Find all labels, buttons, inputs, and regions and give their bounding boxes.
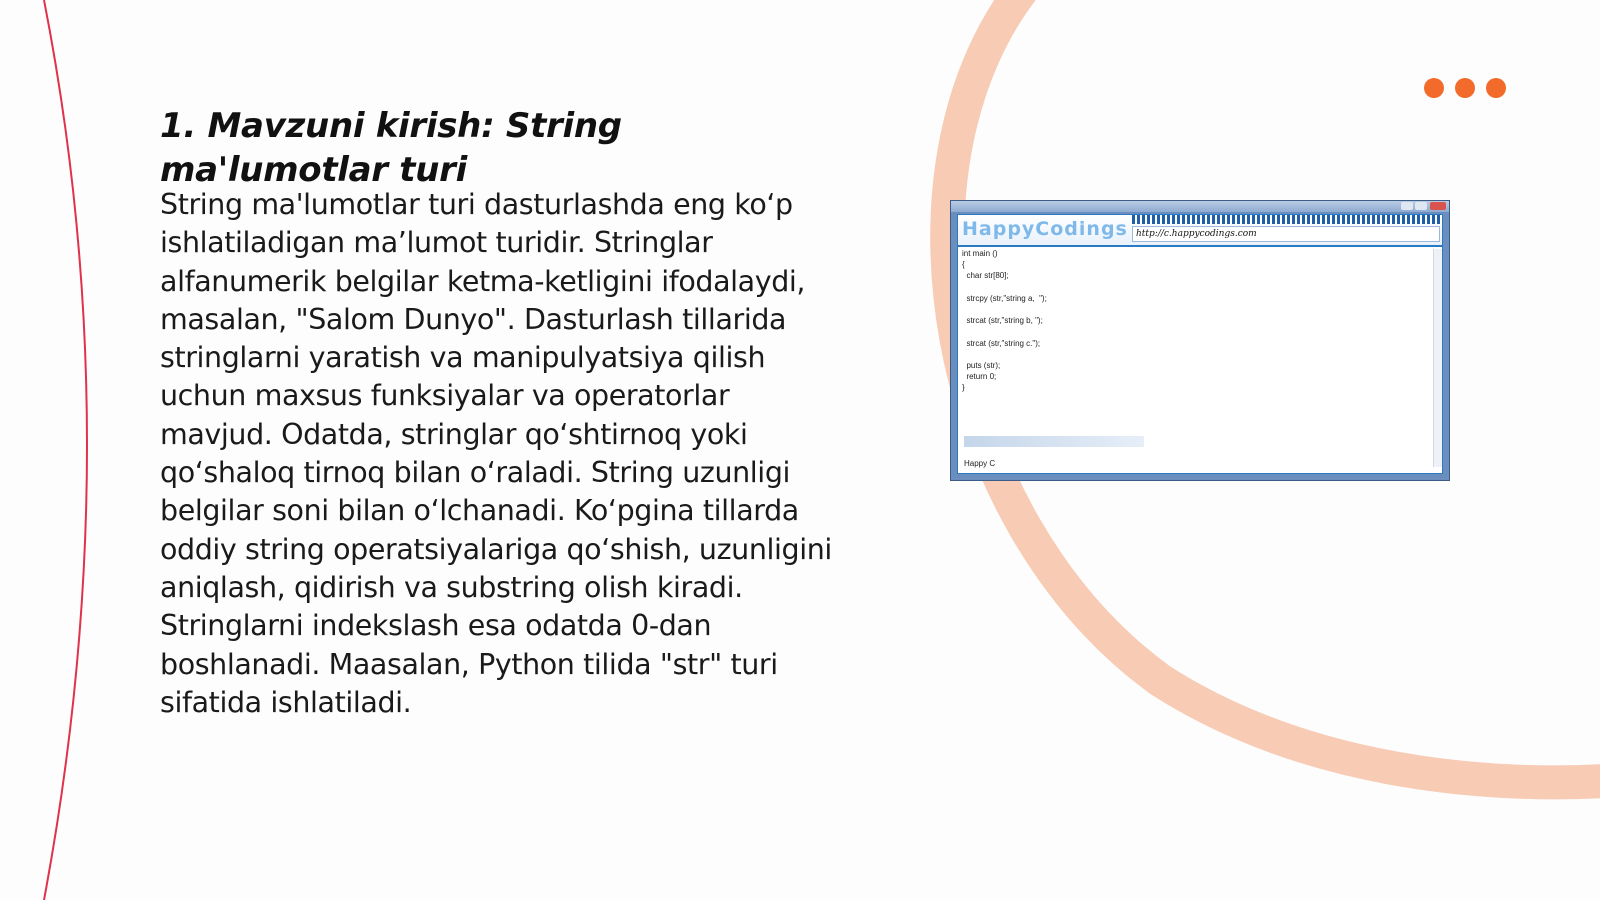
slide-title: 1. Mavzuni kirish: String ma'lumotlar turi [160,106,622,190]
code-line: puts (str); [962,361,1001,370]
red-curve-line [44,0,87,900]
code-line: return 0; [962,372,997,381]
dot [1424,78,1444,98]
code-line: } [962,383,965,392]
minimize-icon [1401,202,1413,210]
header-pattern-strip [1132,215,1442,224]
url-text: http://c.happycodings.com [1132,226,1440,242]
code-line: char str[80]; [962,271,1009,280]
maximize-icon [1415,202,1427,210]
site-header [958,215,1442,247]
three-dots-icon [1424,78,1506,98]
dot [1455,78,1475,98]
code-line: strcat (str,"string c."); [962,339,1041,348]
code-line: strcpy (str,"string a, "); [962,294,1047,303]
code-screenshot-window [950,200,1450,481]
code-line: { [962,260,965,269]
code-line: int main () [962,249,998,258]
code-block [960,249,1432,467]
scrollbar[interactable] [1433,249,1442,467]
dot [1486,78,1506,98]
watermark-banner [964,436,1144,447]
close-icon [1430,202,1446,210]
slide-body-text: String ma'lumotlar turi dasturlashda eng ko‘p ishlatiladigan ma’lumot turidir. Stringlar alfanumerik belgilar ketma-ketligini ifodalaydi, masalan, "Salom Dunyo". Dasturlash tillarida stringlarni yaratish va manipulyatsiya qilish uchun maxsus funksiyalar va operatorlar mavjud. Odatda, stringlar qo‘shtirnoq yoki qo‘shaloq tirnoq bilan o‘raladi. String uzunligi belgilar soni bilan o‘lchanadi. Ko‘pgina tillarda oddiy string operatsiyalariga qo‘shish, uzunligini aniqlash, qidirish va substring olish kiradi. Stringlarni indekslash esa odatda 0-dan boshlanadi. Maasalan, Python tilida "str" turi sifatida ishlatiladi. [160,188,832,719]
status-text: Happy C [964,459,996,468]
site-logo: HappyCodings [962,218,1128,240]
window-titlebar [951,201,1449,212]
code-line: strcat (str,"string b, "); [962,316,1043,325]
window-content [957,214,1443,474]
